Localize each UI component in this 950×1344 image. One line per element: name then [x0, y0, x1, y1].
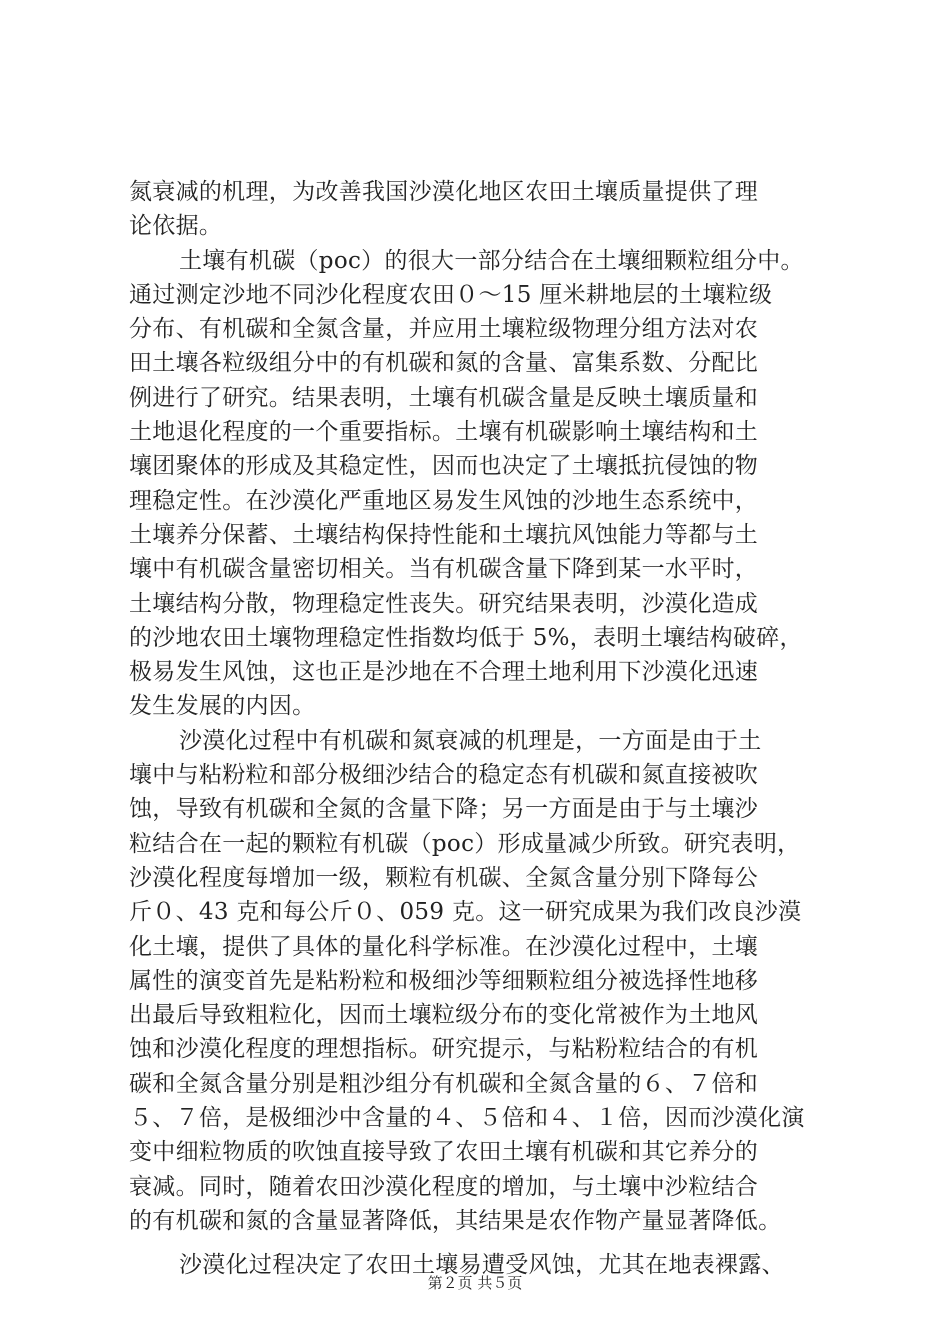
paragraph-continuation — [129, 175, 841, 244]
text-line: 属性的演变首先是粘粉粒和极细沙等细颗粒组分被选择性地移 — [129, 967, 759, 994]
text-line: 土壤结构分散，物理稳定性丧失。研究结果表明，沙漠化造成 — [129, 590, 759, 617]
text-line: 碳和全氮含量分别是粗沙组分有机碳和全氮含量的６、７倍和 — [129, 1070, 759, 1097]
text-line: 化土壤，提供了具体的量化科学标准。在沙漠化过程中，土壤 — [129, 933, 759, 960]
text-line: 田土壤各粒级组分中的有机碳和氮的含量、富集系数、分配比 — [129, 350, 759, 377]
text-line: 论依据。 — [129, 213, 223, 240]
text-line: 沙漠化过程中有机碳和氮衰减的机理是，一方面是由于土 — [179, 727, 762, 754]
paragraph-gap — [129, 1238, 841, 1248]
text-line: 衰减。同时，随着农田沙漠化程度的增加，与土壤中沙粒结合 — [129, 1173, 759, 1200]
text-line: 沙漠化程度每增加一级，颗粒有机碳、全氮含量分别下降每公 — [129, 864, 759, 891]
paragraph-soil-organic-carbon — [129, 244, 841, 724]
text-line: 土壤有机碳（poc）的很大一部分结合在土壤细颗粒组分中。 — [179, 247, 804, 274]
text-line: 蚀和沙漠化程度的理想指标。研究提示，与粘粉粒结合的有机 — [129, 1036, 759, 1063]
text-line: 沙漠化过程决定了农田土壤易遭受风蚀，尤其在地表裸露、 — [179, 1252, 785, 1279]
page-number-footer: 第２页 共５页 — [427, 1274, 523, 1292]
text-line: 壤中有机碳含量密切相关。当有机碳含量下降到某一水平时， — [129, 556, 759, 583]
text-line: 斤０、43 克和每公斤０、059 克。这一研究成果为我们改良沙漠 — [129, 899, 802, 926]
text-line: 氮衰减的机理，为改善我国沙漠化地区农田土壤质量提供了理 — [129, 179, 759, 205]
text-line: 土壤养分保蓄、土壤结构保持性能和土壤抗风蚀能力等都与土 — [129, 521, 759, 548]
text-line: 变中细粒物质的吹蚀直接导致了农田土壤有机碳和其它养分的 — [129, 1139, 759, 1166]
body-text — [129, 175, 841, 1283]
text-line: 极易发生风蚀，这也正是沙地在不合理土地利用下沙漠化迅速 — [129, 659, 759, 686]
text-line: 分布、有机碳和全氮含量，并应用土壤粒级物理分组方法对农 — [129, 316, 759, 343]
text-line: 发生发展的内因。 — [129, 693, 316, 720]
text-line: 例进行了研究。结果表明，土壤有机碳含量是反映土壤质量和 — [129, 384, 759, 411]
text-line: ５、７倍，是极细沙中含量的４、５倍和４、１倍，因而沙漠化演 — [129, 1105, 805, 1132]
text-line: 壤团聚体的形成及其稳定性，因而也决定了土壤抵抗侵蚀的物 — [129, 453, 759, 480]
text-line: 的有机碳和氮的含量显著降低，其结果是农作物产量显著降低。 — [129, 1207, 782, 1234]
text-line: 的沙地农田土壤物理稳定性指数均低于 5%，表明土壤结构破碎， — [129, 624, 803, 651]
text-line: 粒结合在一起的颗粒有机碳（poc）形成量减少所致。研究表明， — [129, 830, 801, 857]
text-line: 壤中与粘粉粒和部分极细沙结合的稳定态有机碳和氮直接被吹 — [129, 762, 759, 789]
paragraph-mechanism — [129, 724, 841, 1238]
text-line: 通过测定沙地不同沙化程度农田０～15 厘米耕地层的土壤粒级 — [129, 281, 773, 308]
text-line: 蚀，导致有机碳和全氮的含量下降；另一方面是由于与土壤沙 — [129, 796, 759, 823]
text-line: 出最后导致粗粒化，因而土壤粒级分布的变化常被作为土地风 — [129, 1002, 759, 1029]
text-line: 理稳定性。在沙漠化严重地区易发生风蚀的沙地生态系统中， — [129, 487, 759, 514]
text-line: 土地退化程度的一个重要指标。土壤有机碳影响土壤结构和土 — [129, 419, 759, 446]
